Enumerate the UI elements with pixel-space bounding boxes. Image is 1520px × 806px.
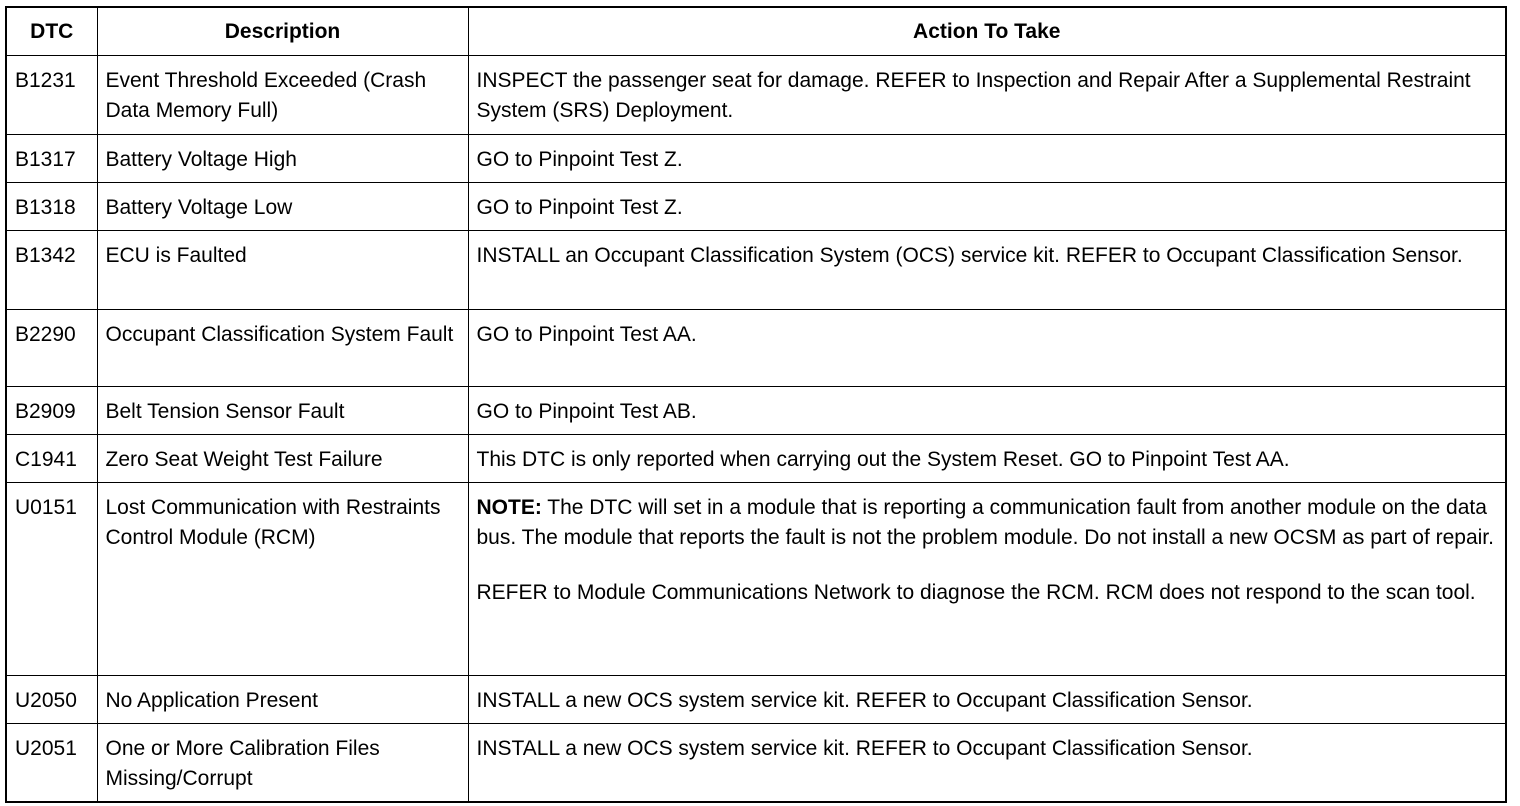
dtc-code: U0151 [6, 483, 97, 676]
table-body [6, 56, 1506, 803]
dtc-action: GO to Pinpoint Test AA. [468, 310, 1506, 387]
dtc-description: No Application Present [97, 676, 468, 724]
dtc-action: INSTALL an Occupant Classification System (OCS) service kit. REFER to Occupant Classification Sensor. [468, 231, 1506, 310]
dtc-code: B1317 [6, 135, 97, 183]
header-description: Description [97, 7, 468, 56]
table-row [6, 483, 1506, 676]
table-row [6, 183, 1506, 231]
table-row [6, 724, 1506, 803]
dtc-description: ECU is Faulted [97, 231, 468, 310]
note-label: NOTE: [476, 496, 542, 519]
dtc-code: C1941 [6, 435, 97, 483]
table-row [6, 310, 1506, 387]
dtc-description: Belt Tension Sensor Fault [97, 387, 468, 435]
dtc-code: U2051 [6, 724, 97, 803]
table-row [6, 387, 1506, 435]
dtc-action: INSPECT the passenger seat for damage. REFER to Inspection and Repair After a Supplemental Restraint System (SRS) Deployment. [468, 56, 1506, 135]
dtc-action: INSTALL a new OCS system service kit. REFER to Occupant Classification Sensor. [468, 724, 1506, 803]
dtc-action: GO to Pinpoint Test Z. [468, 135, 1506, 183]
dtc-description: Occupant Classification System Fault [97, 310, 468, 387]
table-row [6, 56, 1506, 135]
table-row [6, 435, 1506, 483]
dtc-action: INSTALL a new OCS system service kit. REFER to Occupant Classification Sensor. [468, 676, 1506, 724]
dtc-table [5, 6, 1507, 803]
table-row [6, 231, 1506, 310]
dtc-code: U2050 [6, 676, 97, 724]
dtc-action: REFER to Module Communications Network to diagnose the RCM. RCM does not respond to the scan tool. [476, 581, 1476, 604]
paragraph-gap [477, 553, 1498, 578]
dtc-action: This DTC is only reported when carrying out the System Reset. GO to Pinpoint Test AA. [468, 435, 1506, 483]
dtc-code: B1342 [6, 231, 97, 310]
dtc-action: GO to Pinpoint Test AB. [468, 387, 1506, 435]
dtc-action-with-note [468, 483, 1506, 676]
dtc-description: Battery Voltage High [97, 135, 468, 183]
dtc-code: B2290 [6, 310, 97, 387]
dtc-action: GO to Pinpoint Test Z. [468, 183, 1506, 231]
dtc-description: One or More Calibration Files Missing/Corrupt [97, 724, 468, 803]
header-dtc: DTC [6, 7, 97, 56]
dtc-code: B1231 [6, 56, 97, 135]
table-row [6, 676, 1506, 724]
dtc-code: B1318 [6, 183, 97, 231]
dtc-description: Event Threshold Exceeded (Crash Data Memory Full) [97, 56, 468, 135]
header-action: Action To Take [468, 7, 1506, 56]
header-row [6, 7, 1506, 56]
dtc-code: B2909 [6, 387, 97, 435]
note-text: The DTC will set in a module that is reporting a communication fault from another module on the data bus. The module that reports the fault is not the problem module. Do not install a new OCSM as part of repair. [476, 496, 1494, 549]
table-row [6, 135, 1506, 183]
dtc-description: Lost Communication with Restraints Control Module (RCM) [97, 483, 468, 676]
dtc-description: Zero Seat Weight Test Failure [97, 435, 468, 483]
table-header [6, 7, 1506, 56]
dtc-description: Battery Voltage Low [97, 183, 468, 231]
